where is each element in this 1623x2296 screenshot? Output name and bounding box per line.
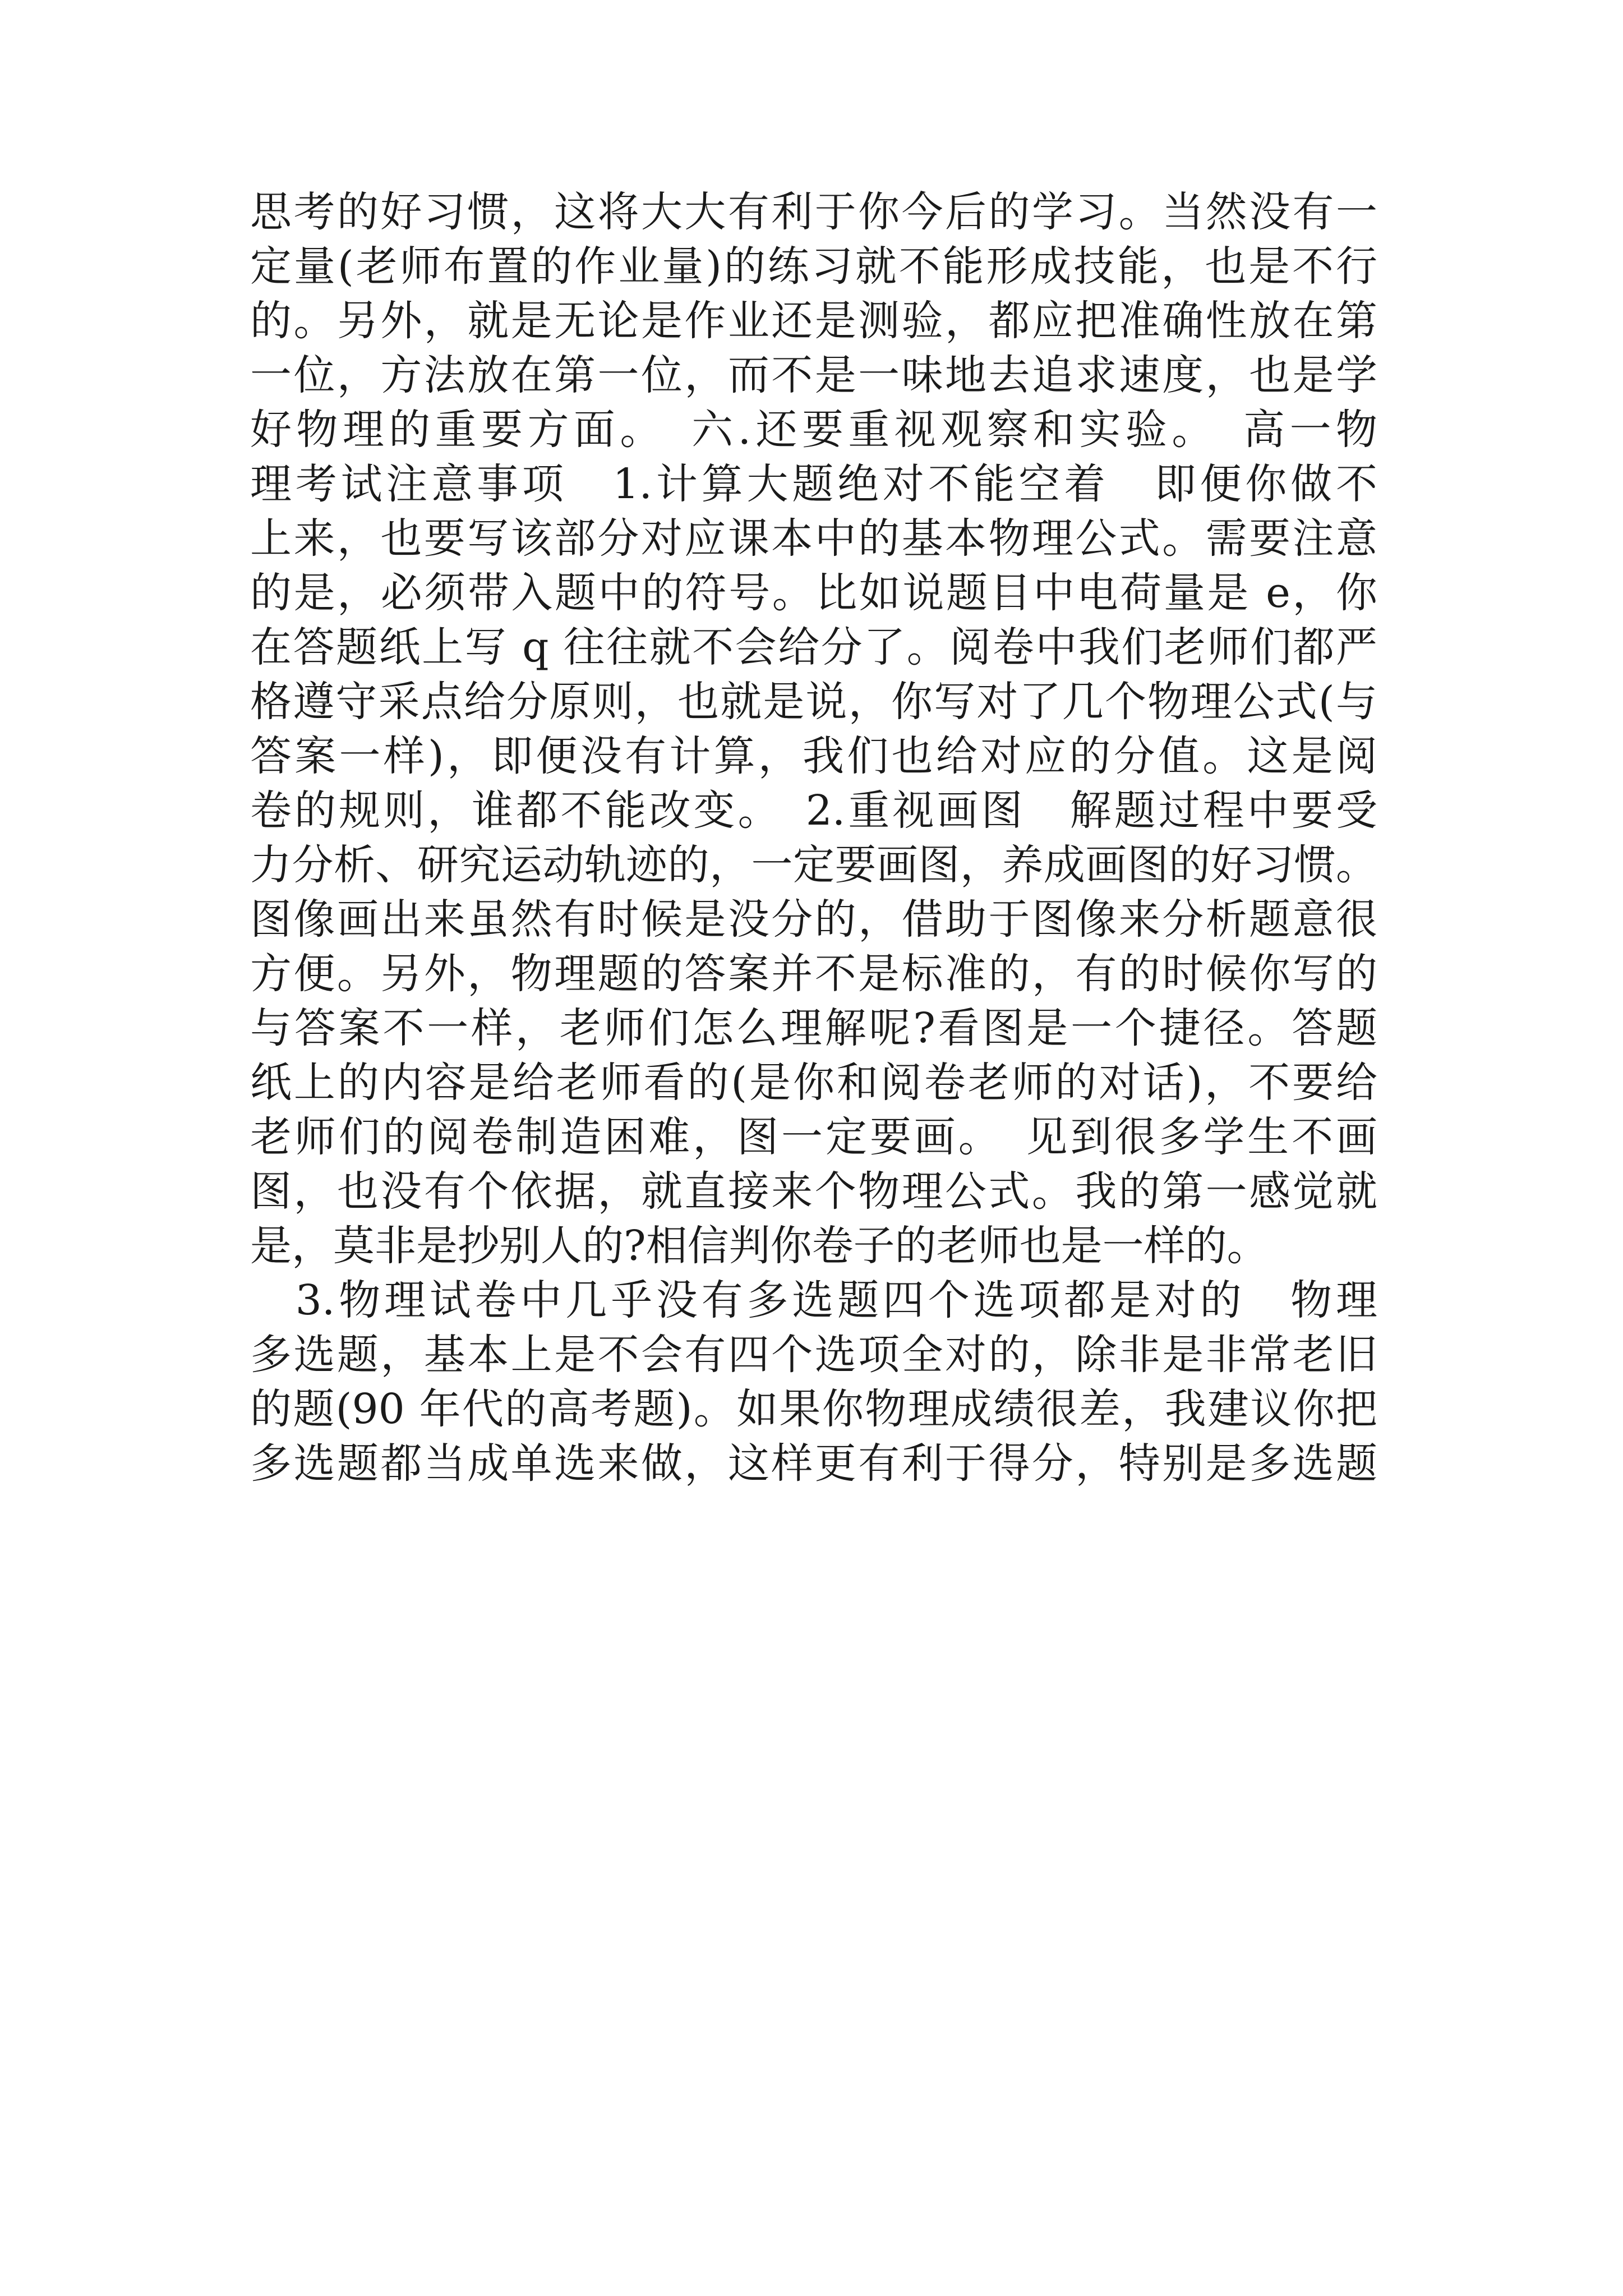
text-line: 多选题，基本上是不会有四个选项全对的，除非是非常老旧 — [250, 1331, 1377, 1379]
text-line: 是，莫非是抄别人的?相信判你卷子的老师也是一样的。 — [250, 1222, 1269, 1270]
text-line: 在答题纸上写 q 往往就不会给分了。阅卷中我们老师们都严 — [250, 623, 1377, 671]
text-line: 的。另外，就是无论是作业还是测验，都应把准确性放在第 — [250, 297, 1377, 345]
text-line: 的是，必须带入题中的符号。比如说题目中电荷量是 e，你 — [250, 569, 1377, 617]
text-line: 格遵守采点给分原则，也就是说，你写对了几个物理公式(与 — [250, 678, 1377, 726]
text-line: 方便。另外，物理题的答案并不是标准的，有的时候你写的 — [250, 950, 1377, 998]
text-line: 的题(90 年代的高考题)。如果你物理成绩很差，我建议你把 — [250, 1385, 1377, 1433]
text-line: 上来，也要写该部分对应课本中的基本物理公式。需要注意 — [250, 514, 1377, 563]
text-line: 3.物理试卷中几乎没有多选题四个选项都是对的 物理 — [250, 1276, 1377, 1324]
body-text — [250, 185, 1377, 1491]
text-line: 好物理的重要方面。 六.还要重视观察和实验。 高一物 — [250, 406, 1377, 454]
text-line: 图像画出来虽然有时候是没分的，借助于图像来分析题意很 — [250, 895, 1377, 944]
text-line: 纸上的内容是给老师看的(是你和阅卷老师的对话)，不要给 — [250, 1059, 1377, 1107]
text-line: 思考的好习惯，这将大大有利于你今后的学习。当然没有一 — [250, 188, 1377, 236]
text-line: 卷的规则，谁都不能改变。 2.重视画图 解题过程中要受 — [250, 786, 1377, 835]
text-line: 一位，方法放在第一位，而不是一味地去追求速度，也是学 — [250, 351, 1377, 399]
text-line: 图，也没有个依据，就直接来个物理公式。我的第一感觉就 — [250, 1167, 1377, 1216]
text-line: 定量(老师布置的作业量)的练习就不能形成技能，也是不行 — [250, 242, 1377, 291]
text-line: 力分析、研究运动轨迹的，一定要画图，养成画图的好习惯。 — [250, 841, 1377, 889]
text-line: 多选题都当成单选来做，这样更有利于得分，特别是多选题 — [250, 1439, 1377, 1488]
text-line: 答案一样)，即便没有计算，我们也给对应的分值。这是阅 — [250, 732, 1377, 780]
text-line: 理考试注意事项 1.计算大题绝对不能空着 即便你做不 — [250, 460, 1377, 508]
text-line: 老师们的阅卷制造困难，图一定要画。 见到很多学生不画 — [250, 1113, 1377, 1161]
text-line: 与答案不一样，老师们怎么理解呢?看图是一个捷径。答题 — [250, 1004, 1377, 1052]
